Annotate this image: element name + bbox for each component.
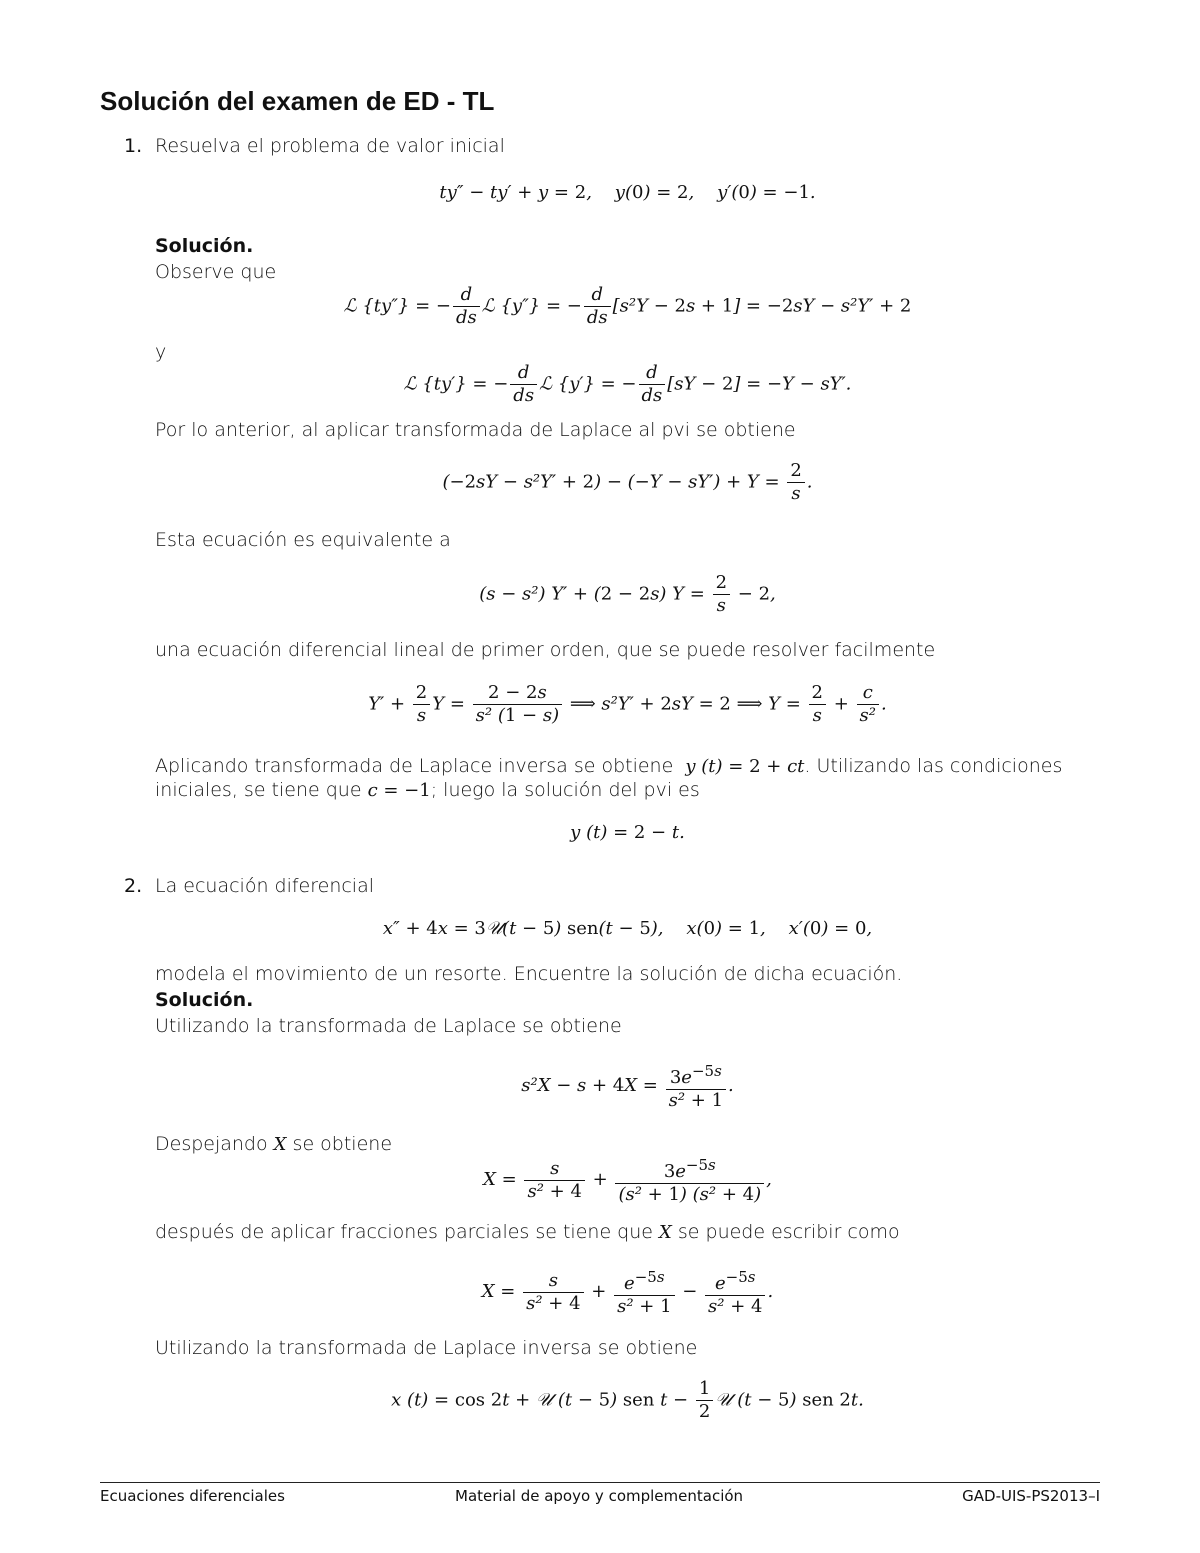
inverse-text-2: Utilizando la transformada de Laplace inversa se obtiene — [155, 1337, 698, 1359]
problem-1-number: 1. — [124, 135, 143, 157]
page-title: Solución del examen de ED - TL — [100, 86, 495, 116]
solution-label-2: Solución. — [155, 989, 254, 1011]
equation-linear: Y′ + $\frac{2}{s}$ Y = $\frac{2 - 2s}{\text{s² (1 − s)}}$ ⟹ s²Y′ + 2sY = 2 ⟹ Y = $\frac{2}{s}$ + $\frac{c}{\text{s²}}$ . — [368, 682, 887, 726]
solution-label-1: Solución. — [155, 235, 254, 257]
equation-x-isolated: X = $\frac{s}{\text{s² + 4}}$ + $\frac{3e^{-5s}}{\text{(s² + 1) (s² + 4)}}$ , — [483, 1156, 772, 1205]
page-footer — [100, 1482, 1100, 1505]
equivalent-text: Esta ecuación es equivalente a — [155, 529, 451, 551]
y-word: y — [155, 341, 167, 363]
equation-laplace-2: s²X − s + 4X = $\frac{3e^{-5s}}{\text{s² + 1}}$ . — [521, 1062, 734, 1111]
footer-left: Ecuaciones diferenciales — [100, 1487, 285, 1505]
equation-laplace-ty1: ℒ {ty′} = − $\frac{d}{ds}$ ℒ {y′} = − $\frac{d}{ds}$ [sY − 2] = −Y − sY′. — [403, 362, 852, 406]
inverse-text-1: Aplicando transformada de Laplace inversa se obtiene y (t) = 2 + ct. Utilizando las condiciones — [155, 755, 1063, 777]
laplace-text-2: Utilizando la transformada de Laplace se obtiene — [155, 1015, 622, 1037]
observe-text: Observe que — [155, 261, 277, 283]
footer-right: GAD-UIS-PS2013–I — [962, 1487, 1100, 1505]
equation-transformed: (−2sY − s²Y′ + 2) − (−Y − sY′) + Y = $\frac{2}{s}$ . — [442, 460, 813, 504]
problem-2-statement: La ecuación diferencial — [155, 875, 375, 897]
equation-partial-fractions: X = $\frac{s}{\text{s² + 4}}$ + $\frac{e^{-5s}}{\text{s² + 1}}$ − $\frac{e^{-5s}}{\text{s² + 4}}$ . — [481, 1268, 774, 1317]
equation-spring: x″ + 4x = 3𝒰(t − 5) sen(t − 5), x(0) = 1, x′(0) = 0, — [382, 918, 873, 939]
footer-center: Material de apoyo y complementación — [455, 1487, 744, 1505]
initial-conditions-text: iniciales, se tiene que c = −1; luego la solución del pvi es — [155, 779, 700, 801]
equation-pvi-1: ty″ − ty′ + y = 2, y(0) = 2, y′(0) = −1. — [439, 182, 816, 203]
problem-2-number: 2. — [124, 875, 143, 897]
partial-fractions-text: después de aplicar fracciones parciales se tiene que X se puede escribir como — [155, 1221, 900, 1243]
model-text: modela el movimiento de un resorte. Encuentre la solución de dicha ecuación. — [155, 963, 903, 985]
problem-1-statement: Resuelva el problema de valor inicial — [155, 135, 505, 157]
equation-solution-2: x (t) = cos 2t + 𝒰 (t − 5) sen t − $\frac{1}{2}$ 𝒰 (t − 5) sen 2t. — [391, 1378, 864, 1422]
isolate-text: Despejando X se obtiene — [155, 1133, 393, 1155]
linear-text: una ecuación diferencial lineal de primer orden, que se puede resolver facilmente — [155, 639, 936, 661]
equation-solution-1: y (t) = 2 − t. — [570, 822, 685, 843]
apply-laplace-text: Por lo anterior, al aplicar transformada de Laplace al pvi se obtiene — [155, 419, 796, 441]
equation-equivalent: (s − s²) Y′ + (2 − 2s) Y = $\frac{2}{s}$ − 2, — [479, 572, 776, 616]
equation-laplace-ty2: ℒ {ty″} = − $\frac{d}{ds}$ ℒ {y″} = − $\frac{d}{ds}$ [s²Y − 2s + 1] = −2sY − s²Y′ + 2 — [343, 284, 912, 328]
